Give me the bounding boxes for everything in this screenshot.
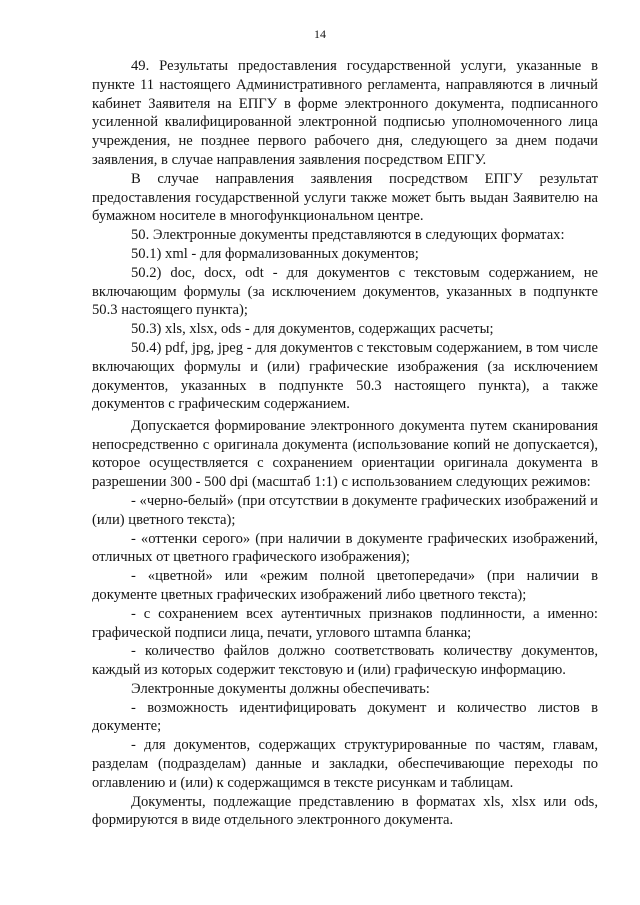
subparagraph-50-4: 50.4) pdf, jpg, jpeg - для документов с текстовым содержанием, в том числе включающих формулы и (или) графические изображения (за исключением документов, указанных в подпункте 50.3 настоящего пункта), а также документов с графическим содержанием.	[92, 339, 598, 413]
list-item-structured: - для документов, содержащих структурированные по частям, главам, разделам (подразделам) данные и закладки, обеспечивающие переходы по оглавлению и (или) к содержащимся в тексте рисункам и таблицам.	[92, 737, 598, 791]
paragraph-spreadsheets: Документы, подлежащие представлению в форматах xls, xlsx или ods, формируются в виде отдельного электронного документа.	[92, 793, 598, 829]
subparagraph-50-1: 50.1) xml - для формализованных документов;	[131, 245, 419, 262]
list-item-black-white: - «черно-белый» (при отсутствии в документе графических изображений и (или) цветного текста);	[92, 492, 598, 528]
paragraph-scanning: Допускается формирование электронного документа путем сканирования непосредственно с оригинала документа (использование копий не допускается), которое осуществляется с сохранением ориентации оригинала документа в разрешении 300 - 500 dpi (масштаб 1:1) с использованием следующих режимов:	[92, 417, 598, 491]
list-item-file-count: - количество файлов должно соответствовать количеству документов, каждый из которых содержит текстовую и (или) графическую информацию.	[92, 643, 598, 679]
page-body	[92, 57, 598, 830]
paragraph-49: 49. Результаты предоставления государственной услуги, указанные в пункте 11 настоящего Административного регламента, направляются в личный кабинет Заявителя на ЕПГУ в форме электронного документа, подписанного усиленной квалифицированной электронной подписью уполномоченного лица учреждения, не позднее первого рабочего дня, следующего за днем подачи заявления, в случае направления заявления посредством ЕПГУ.	[92, 58, 598, 168]
list-item-authenticity: - с сохранением всех аутентичных признаков подлинности, а именно: графической подписи лица, печати, углового штампа бланка;	[92, 605, 598, 641]
subparagraph-50-2: 50.2) doc, docx, odt - для документов с текстовым содержанием, не включающим формулы (за исключением документов, указанных в подпункте 50.3 настоящего пункта);	[92, 264, 598, 319]
paragraph-requirements: Электронные документы должны обеспечивать:	[131, 680, 430, 697]
list-item-color: - «цветной» или «режим полной цветопередачи» (при наличии в документе цветных графических изображений либо цветного текста);	[92, 568, 598, 603]
page-number: 14	[314, 27, 326, 41]
paragraph-epgu-paper-result: В случае направления заявления посредством ЕПГУ результат предоставления государственной услуги также может быть выдан Заявителю на бумажном носителе в многофункциональном центре.	[92, 170, 598, 225]
subparagraph-50-3: 50.3) xls, xlsx, ods - для документов, содержащих расчеты;	[131, 321, 494, 338]
paragraph-50: 50. Электронные документы представляются в следующих форматах:	[131, 227, 565, 244]
list-item-identify: - возможность идентифицировать документ и количество листов в документе;	[92, 699, 598, 735]
list-item-grayscale: - «оттенки серого» (при наличии в документе графических изображений, отличных от цветного графического изображения);	[92, 530, 598, 566]
